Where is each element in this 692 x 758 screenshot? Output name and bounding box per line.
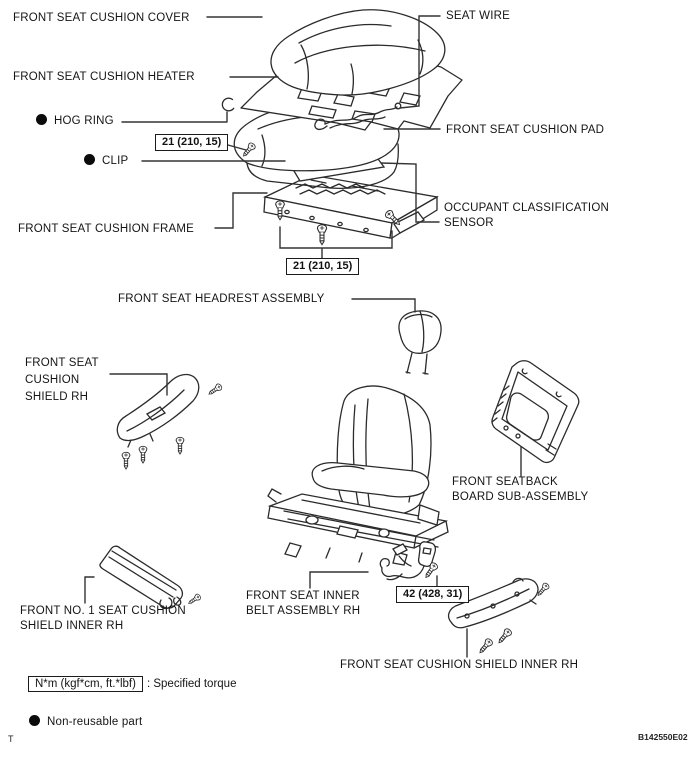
torque-meaning-text: : Specified torque <box>146 678 237 690</box>
label-occupant-sensor-line2: SENSOR <box>444 217 494 229</box>
seatback-board-drawing <box>492 361 579 463</box>
non-reusable-bullet-icon <box>84 154 95 165</box>
label-shield-inner-rh: FRONT SEAT CUSHION SHIELD INNER RH <box>340 659 579 671</box>
seat-assembly-drawing <box>268 386 448 565</box>
torque-spec-bottom: 21 (210, 15) <box>286 258 359 275</box>
label-cushion-shield-rh-line3: SHIELD RH <box>25 391 89 403</box>
legend-non-reusable-text: Non-reusable part <box>47 716 143 728</box>
label-no1-shield <box>20 604 186 634</box>
torque-spec-belt: 42 (428, 31) <box>396 586 469 603</box>
label-clip-text: CLIP <box>102 155 129 167</box>
label-cushion-pad: FRONT SEAT CUSHION PAD <box>446 124 605 136</box>
no1-shield-drawing <box>100 546 202 608</box>
torque-spec-top: 21 (210, 15) <box>155 134 228 151</box>
label-occupant-sensor <box>444 201 609 231</box>
label-cushion-shield-rh <box>25 355 99 406</box>
label-cushion-cover: FRONT SEAT CUSHION COVER <box>13 12 190 24</box>
non-reusable-bullet-icon <box>29 715 40 726</box>
label-no1-shield-line1: FRONT NO. 1 SEAT CUSHION <box>20 605 186 617</box>
label-seat-wire: SEAT WIRE <box>446 10 510 22</box>
label-hog-ring-text: HOG RING <box>54 115 114 127</box>
label-cushion-shield-rh-line1: FRONT SEAT <box>25 357 99 369</box>
label-inner-belt-line2: BELT ASSEMBLY RH <box>246 605 361 617</box>
label-occupant-sensor-line1: OCCUPANT CLASSIFICATION <box>444 202 609 214</box>
label-seatback-board <box>452 475 588 505</box>
label-no1-shield-line2: SHIELD INNER RH <box>20 620 124 632</box>
page-mark: T <box>8 734 14 744</box>
figure-code: B142550E02 <box>638 732 688 742</box>
label-headrest: FRONT SEAT HEADREST ASSEMBLY <box>118 293 325 305</box>
legend-non-reusable <box>29 714 142 731</box>
label-cushion-heater: FRONT SEAT CUSHION HEATER <box>13 71 195 83</box>
label-hog-ring <box>36 113 114 130</box>
torque-unit-box: N*m (kgf*cm, ft.*lbf) <box>28 676 143 692</box>
label-inner-belt-line1: FRONT SEAT INNER <box>246 590 360 602</box>
label-inner-belt <box>246 589 360 619</box>
label-seatback-board-line2: BOARD SUB-ASSEMBLY <box>452 491 589 503</box>
label-seatback-board-line1: FRONT SEATBACK <box>452 476 558 488</box>
cushion-shield-rh-drawing <box>117 375 223 469</box>
label-cushion-shield-rh-line2: CUSHION <box>25 374 80 386</box>
hog-ring-drawing <box>222 98 233 111</box>
label-clip <box>84 153 128 170</box>
headrest-drawing <box>399 311 441 374</box>
legend-torque <box>28 676 236 692</box>
cushion-frame-drawing <box>264 175 437 238</box>
non-reusable-bullet-icon <box>36 114 47 125</box>
label-cushion-frame: FRONT SEAT CUSHION FRAME <box>18 223 195 235</box>
